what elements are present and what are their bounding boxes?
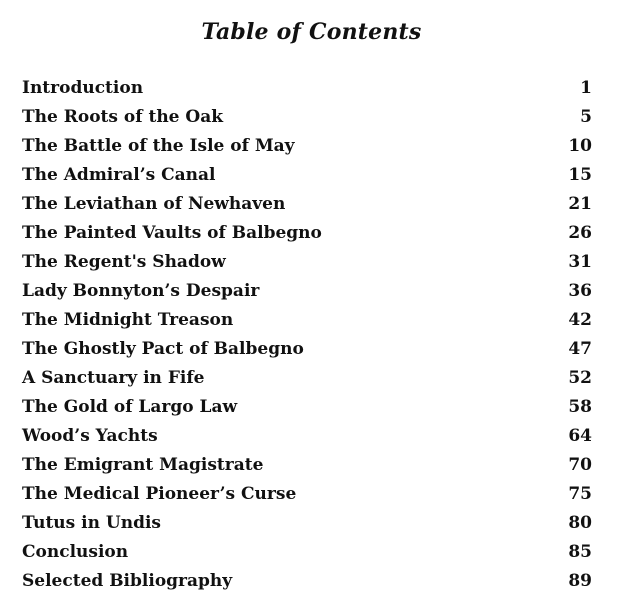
toc-entry-title: The Admiral’s Canal — [22, 165, 216, 185]
toc-entry-title: The Medical Pioneer’s Curse — [22, 484, 297, 504]
toc-entry-page-number: 80 — [568, 513, 592, 533]
toc-entry-title: The Battle of the Isle of May — [22, 136, 295, 156]
toc-entry-page-number: 64 — [568, 426, 592, 446]
toc-entry — [22, 480, 592, 509]
toc-entry — [22, 74, 592, 103]
toc-entry — [22, 132, 592, 161]
toc-entry-title: The Emigrant Magistrate — [22, 455, 264, 475]
toc-entry-title: The Painted Vaults of Balbegno — [22, 223, 322, 243]
toc-list — [22, 74, 592, 596]
toc-entry — [22, 393, 592, 422]
toc-entry-title: The Gold of Largo Law — [22, 397, 238, 417]
toc-entry-page-number: 89 — [568, 571, 592, 591]
toc-entry — [22, 277, 592, 306]
toc-entry-page-number: 1 — [580, 78, 592, 98]
toc-entry — [22, 567, 592, 596]
toc-entry-page-number: 31 — [568, 252, 592, 272]
toc-entry-title: Introduction — [22, 78, 144, 98]
toc-entry-title: Selected Bibliography — [22, 571, 233, 591]
toc-entry — [22, 161, 592, 190]
toc-entry-page-number: 36 — [568, 281, 592, 301]
toc-entry-page-number: 5 — [580, 107, 592, 127]
toc-entry — [22, 364, 592, 393]
toc-entry-page-number: 58 — [568, 397, 592, 417]
toc-entry-title: Wood’s Yachts — [22, 426, 158, 446]
toc-entry — [22, 190, 592, 219]
toc-entry — [22, 538, 592, 567]
toc-entry-title: Conclusion — [22, 542, 129, 562]
toc-entry-page-number: 70 — [568, 455, 592, 475]
toc-entry — [22, 103, 592, 132]
toc-entry-page-number: 10 — [568, 136, 592, 156]
toc-entry-page-number: 75 — [568, 484, 592, 504]
toc-entry-title: Tutus in Undis — [22, 513, 161, 533]
toc-entry-page-number: 26 — [568, 223, 592, 243]
page-title: Table of Contents — [201, 18, 422, 45]
toc-entry — [22, 219, 592, 248]
toc-entry-page-number: 42 — [568, 310, 592, 330]
toc-entry — [22, 335, 592, 364]
toc-entry-page-number: 85 — [568, 542, 592, 562]
toc-entry-title: Lady Bonnyton’s Despair — [22, 281, 260, 301]
toc-entry-page-number: 52 — [568, 368, 592, 388]
toc-entry — [22, 422, 592, 451]
toc-entry — [22, 306, 592, 335]
toc-entry-page-number: 21 — [568, 194, 592, 214]
toc-entry-title: A Sanctuary in Fife — [22, 368, 205, 388]
toc-entry-title: The Leviathan of Newhaven — [22, 194, 286, 214]
toc-entry-title: The Ghostly Pact of Balbegno — [22, 339, 304, 359]
toc-entry — [22, 248, 592, 277]
toc-entry — [22, 509, 592, 538]
toc-entry-page-number: 47 — [568, 339, 592, 359]
toc-entry — [22, 451, 592, 480]
toc-entry-title: The Roots of the Oak — [22, 107, 224, 127]
toc-entry-title: The Midnight Treason — [22, 310, 234, 330]
toc-entry-page-number: 15 — [568, 165, 592, 185]
toc-entry-title: The Regent's Shadow — [22, 252, 226, 272]
